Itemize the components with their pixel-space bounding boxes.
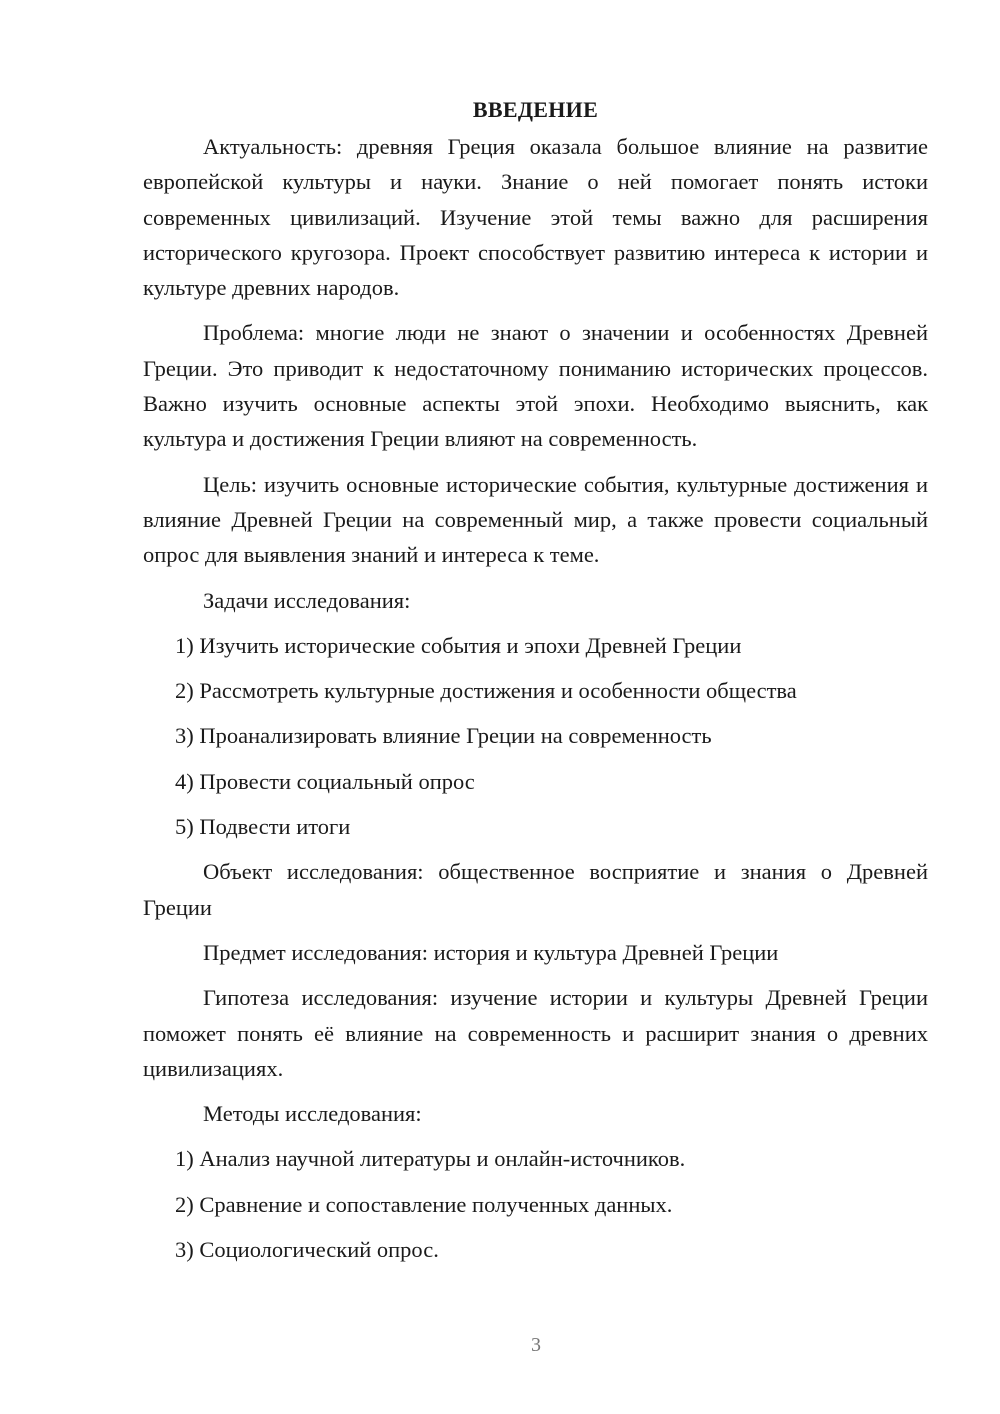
list-item: 4) Провести социальный опрос (175, 768, 475, 794)
object-paragraph: Объект исследования: общественное восприятие и знания о Древней Греции (143, 859, 928, 920)
relevance-paragraph: Актуальность: древняя Греция оказала большое влияние на развитие европейской культуры и науки. Знание о ней помогает понять истоки современных цивилизаций. Изучение этой темы важно для расширения исторического кругозора. Проект способствует развитию интереса к истории и культуре древних народов. (143, 134, 928, 301)
methods-list (143, 1141, 928, 1267)
list-item: 1) Изучить исторические события и эпохи Древней Греции (175, 632, 742, 658)
goal-paragraph: Цель: изучить основные исторические события, культурные достижения и влияние Древней Греции на современный мир, а также провести социальный опрос для выявления знаний и интереса к теме. (143, 471, 928, 568)
list-item: 2) Рассмотреть культурные достижения и особенности общества (175, 678, 797, 704)
methods-label: Методы исследования: (203, 1101, 422, 1127)
list-item: 3) Социологический опрос. (175, 1237, 439, 1263)
list-item: 2) Сравнение и сопоставление полученных данных. (175, 1191, 673, 1217)
hypothesis-paragraph: Гипотеза исследования: изучение истории и культуры Древней Греции поможет понять её влияние на современность и расширит знания о древних цивилизациях. (143, 985, 928, 1081)
list-item: 3) Проанализировать влияние Греции на современность (175, 723, 712, 749)
tasks-label: Задачи исследования: (203, 587, 411, 613)
tasks-list (143, 628, 928, 844)
list-item: 5) Подвести итоги (175, 814, 351, 840)
page-number: 3 (531, 1334, 541, 1356)
problem-paragraph: Проблема: многие люди не знают о значении и особенностях Древней Греции. Это приводит к недостаточному пониманию исторических процессов. Важно изучить основные аспекты этой эпохи. Необходимо выяснить, как культура и достижения Греции влияют на современность. (143, 320, 928, 452)
subject-paragraph: Предмет исследования: история и культура Древней Греции (203, 939, 779, 965)
document-page (143, 92, 928, 1277)
list-item: 1) Анализ научной литературы и онлайн-источников. (175, 1146, 686, 1172)
section-heading: ВВЕДЕНИЕ (472, 97, 599, 122)
